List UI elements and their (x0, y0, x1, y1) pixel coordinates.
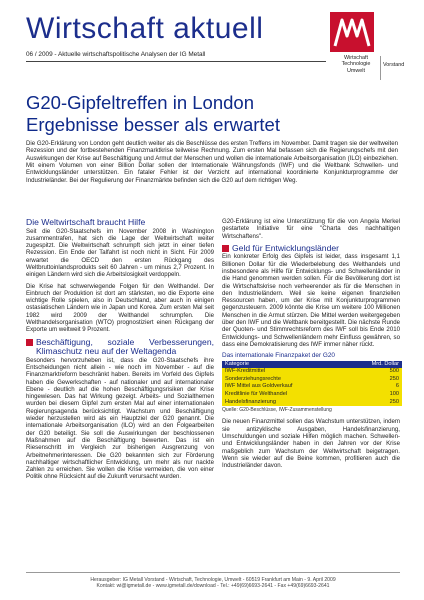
masthead-rule (26, 61, 326, 62)
section-heading-developing-countries (222, 244, 400, 254)
logo-line-1: Wirtschaft (344, 55, 368, 61)
logo-caption (330, 55, 382, 74)
left-column (26, 218, 214, 485)
table-row (222, 399, 402, 407)
logo-divider (380, 56, 381, 80)
lead-paragraph: Die G20-Erklärung von London geht deutlich weiter als die Beschlüsse des ersten Treffens im November. Damit tragen sie der weltweiten Rezession und der fortbestehenden Finanzmarktkrise teilweise Rechnung. Zum ersten Mal befassen sich die Regierungschefs mit den Auswirkungen der Krise auf Beschäftigung und Armut der Menschen und wollen die internationale Arbeitsorganisation (ILO) einbeziehen. Mit einem Volumen von einer Billion Dollar sollen der Internationale Währungsfonds (IWF) und die Weltbank Schwellen- und Entwicklungsländer unterstützen. Ein fataler Fehler ist der Verzicht auf international koordinierte Konjunkturprogramme der Industrieländer. Bei der Regulierung der Finanzmärkte befinden sich die G20 auf dem richtigen Weg. (26, 140, 398, 184)
table-cell: Sonderziehungsrechte (222, 376, 346, 384)
table-header-cell: Kategorie (222, 361, 346, 369)
table-row (222, 391, 402, 399)
logo-side-label: Vorstand (383, 62, 405, 68)
finance-package-table (222, 361, 402, 407)
footer (26, 577, 400, 590)
red-square-bullet-icon (222, 245, 229, 252)
table-row (222, 383, 402, 391)
paragraph: G20-Erklärung ist eine Unterstützung für die von Angela Merkel gestartete Initiative für eine "Charta des nachhaltigen Wirtschaftens". (222, 218, 400, 240)
footer-contact: Kontakt: wi@igmetall.de - www.igmetall.de/download - Tel.: +49(69)6693-2641 - Fax +49(69)6693-2641 (96, 583, 330, 590)
table-cell: IWF Mittel aus Goldverkauf (222, 383, 346, 391)
table-cell: IWF-Kreditmittel (222, 368, 346, 376)
red-square-bullet-icon (26, 339, 33, 346)
table-row (222, 368, 402, 376)
paragraph: Besonders hervorzuheben ist, dass die G20-Staatschefs ihre Entscheidungen nicht allein - wie noch im November - auf die Finanzmarktreform beschränkt haben. Bereits im Vorfeld des Gipfels haben die Gewerkschaften - auf nationaler und auf internationaler Ebene - deutlich auf die hohen Beschäftigungsrisiken der Krise hingewiesen. Das hat Wirkung gezeigt. Arbeits- und Sozialthemen wurden bei diesem Gipfel zum ersten Mal auf einer internationalen Regierungsagenda berücksichtigt. Wachstum und Beschäftigung wieder herzustellen wird als ein Hauptziel der G20 genannt. Die internationale Arbeitsorganisation (ILO) wird an den Folgearbeiten der G20 beteiligt. Sie soll die Auswirkungen der beschlossenen Maßnahmen auf die Beschäftigung bewerten. Das ist ein Riesenschritt im Vergleich zur bisherigen Ausgrenzung von Arbeitnehmerinteressen. Die G20 bekannten sich zur Förderung nachhaltiger wirtschaftlicher Entwicklung, um mehr als nur nackte Zahlen zu erreichen. Sie wollen die Krise vermeiden, die von einer Politik ohne Rücksicht auf die Zukunft verursacht wurden. (26, 356, 214, 481)
paragraph: Ein konkreter Erfolg des Gipfels ist leider, dass insgesamt 1,1 Billionen Dollar für die Wiederbelebung des Welthandels und insbesondere als Hilfe für Entwicklungs- und Schwellenländer in die Hand genommen werden sollen. Für die Bevölkerung dort ist die Wirtschaftskrise noch verheerender als für die Menschen in den Industrieländern. Weil sie keine eigenen finanziellen Ressourcen haben, um der Krise mit Konjunkturprogrammen gegenzusteuern. 2009 könnte die Krise um weitere 100 Millionen Menschen in die Armut stürzen. Die Mittel werden weitergegeben über den IWF und die Weltbank bereitgestellt. Die nächste Runde der Quoten- und Stimmrechtsreform des IWF soll bis Ende 2010 Entwicklungs- und Schwellenländern mehr Einfluss gewähren, so dass eine Demokratisierung des IWF immer näher rückt. (222, 253, 400, 348)
table-cell: 500 (346, 368, 402, 376)
table-cell: Handelsfinanzierung (222, 399, 346, 407)
footer-divider (26, 572, 400, 573)
table-title: Das internationale Finanzpaket der G20 (222, 352, 335, 360)
section-heading-text: Beschäftigung, soziale Verbesserungen, Klimaschutz neu auf der Weltagenda (36, 336, 214, 357)
ig-metall-logo-mark (330, 12, 374, 52)
masthead-title: Wirtschaft aktuell (26, 12, 264, 45)
paragraph: Die Krise hat schwerwiegende Folgen für den Welthandel. Der Einbruch der Produktion ist dort am stärksten, wo die Exporte eine wichtige Rolle spielen, also in Deutschland, aber auch in einigen ostasiatischen Ländern wie in Japan und Korea. Zum ersten Mal seit 1982 wird 2009 der Welthandel schrumpfen. Die Welthandelsorganisation (WTO) prognostiziert einen Rückgang der Exporte um weltweit 9 Prozent. (26, 282, 214, 334)
table-cell: 100 (346, 391, 402, 399)
headline-line-2: Ergebnisse besser als erwartet (26, 114, 280, 135)
finance-package-table-block (222, 352, 400, 414)
right-column (222, 218, 400, 473)
paragraph: Seit die G20-Staatschefs im November 2008 in Washington zusammentrafen, hat sich die Lage der Weltwirtschaft weiter zugespitzt. Die Weltwirtschaft schrumpft sich jetzt in einer tiefen Rezession. Ein Ende der Talfahrt ist noch nicht in Sicht. Für 2009 erwartet die OECD den ersten Rückgang des Weltbruttoinlandsprodukts seit 60 Jahren - um minus 2,7 Prozent. In einigen Ländern wird sich die Arbeitslosigkeit verdoppeln. (26, 227, 214, 279)
section-heading-world-economy: Die Weltwirtschaft braucht Hilfe (26, 217, 146, 227)
logo-line-3: Umwelt (347, 67, 365, 74)
ig-metall-logo (330, 12, 374, 52)
table-source-note: Quelle: G20-Beschlüsse, IWF-Zusammenstellung (222, 407, 332, 414)
footer-publisher: Herausgeber: IG Metall Vorstand - Wirtschaft, Technologie, Umwelt - 60519 Frankfurt am Main - 9. April 2009 (90, 577, 336, 583)
headline (26, 92, 280, 136)
logo-line-2: Technologie (341, 61, 371, 68)
table-header-row (222, 361, 402, 369)
table-row (222, 376, 402, 384)
table-cell: 6 (346, 383, 402, 391)
section-heading-employment (26, 338, 214, 357)
section-heading-text: Geld für Entwicklungsländer (232, 242, 339, 253)
masthead-subtitle: 06 / 2009 - Aktuelle wirtschaftspolitische Analysen der IG Metall (26, 51, 206, 58)
table-header-cell: Mrd. Dollar (346, 361, 402, 369)
table-cell: 250 (346, 399, 402, 407)
paragraph: Die neuen Finanzmittel sollen das Wachstum unterstützen, indem sie antizyklische Ausgaben, Handelsfinanzierung, Umschuldungen und soziale Hilfen möglich machen. Schwellen- und Entwicklungsländer haben in den Jahren vor der Krise maßgeblich zum Wachstum der Weltwirtschaft beigetragen. Wenn sie wieder auf die Beine kommen, profitieren auch die Industrieländer davon. (222, 418, 400, 470)
table-cell: 250 (346, 376, 402, 384)
headline-line-1: G20-Gipfeltreffen in London (26, 92, 254, 113)
table-cell: Kreditlinie für Welthandel (222, 391, 346, 399)
